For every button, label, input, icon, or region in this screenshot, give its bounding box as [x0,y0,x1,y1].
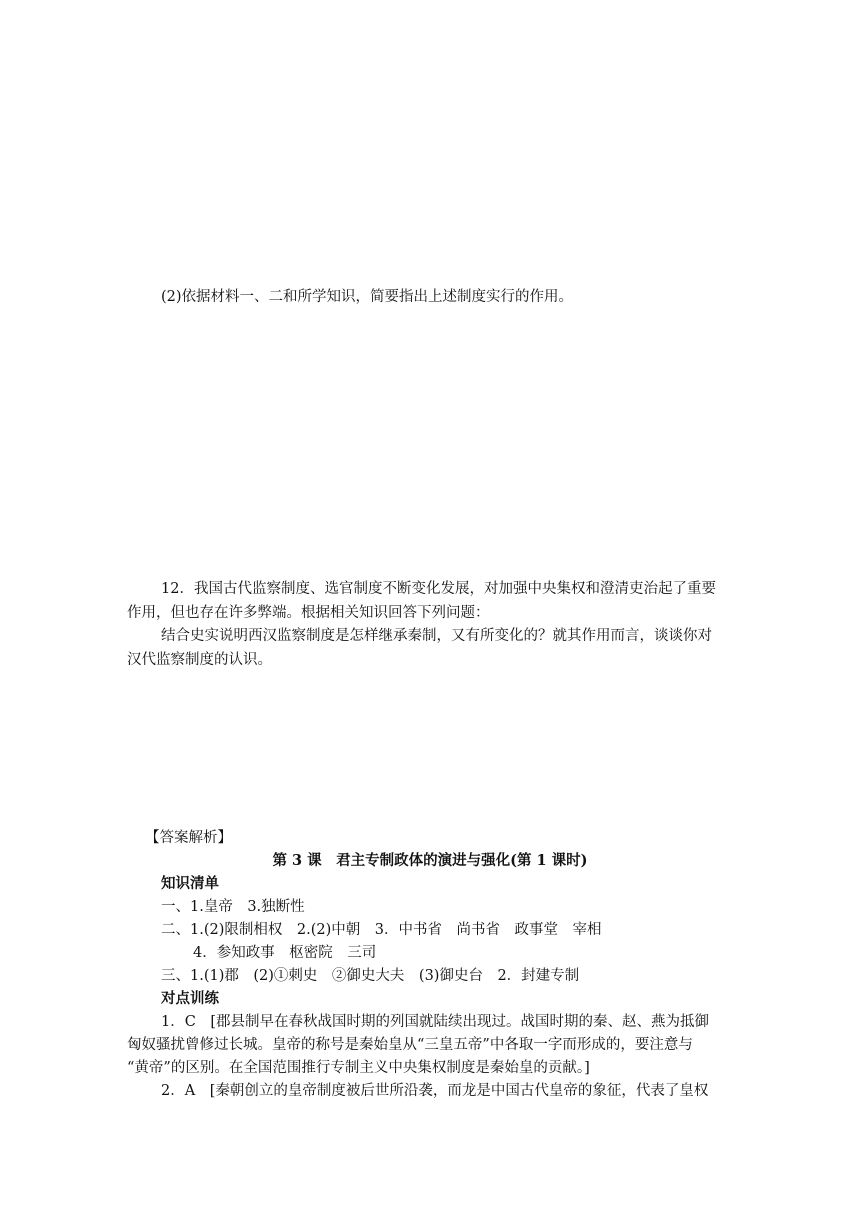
practice-title: 对点训练 [161,990,219,1007]
practice-item-1-line-2: 匈奴骚扰曾修过长城。皇帝的称号是秦始皇从“三皇五帝”中各取一字而形成的，要注意与 [127,1037,693,1053]
question-11-part-2: (2)依据材料一、二和所学知识，简要指出上述制度实行的作用。 [161,289,574,305]
knowledge-list-title: 知识清单 [161,875,219,892]
knowledge-line-2: 二、1.(2)限制相权 2.(2)中朝 3．中书省 尚书省 政事堂 宰相 [161,922,602,938]
question-12-line-3: 结合史实说明西汉监察制度是怎样继承秦制，又有所变化的？就其作用而言，谈谈你对 [161,628,712,644]
practice-item-2-line-1: 2．A [秦朝创立的皇帝制度被后世所沿袭，而龙是中国古代皇帝的象征，代表了皇权 [161,1083,709,1099]
knowledge-line-4: 三、1.(1)郡 (2)①刺史 ②御史大夫 (3)御史台 2．封建专制 [161,968,580,984]
knowledge-line-3: 4．参知政事 枢密院 三司 [193,945,377,961]
question-12-line-1: 12．我国古代监察制度、选官制度不断变化发展，对加强中央集权和澄清吏治起了重要 [161,581,716,597]
answer-section-header: 【答案解析】 [145,830,232,846]
lesson-title: 第 3 课 君主专制政体的演进与强化(第 1 课时) [272,852,588,869]
question-12-line-2: 作用，但也存在许多弊端。根据相关知识回答下列问题： [127,605,490,621]
practice-item-1-line-1: 1．C [郡县制早在春秋战国时期的列国就陆续出现过。战国时期的秦、赵、燕为抵御 [161,1014,709,1030]
knowledge-line-1: 一、1.皇帝 3.独断性 [161,899,305,915]
question-12-line-4: 汉代监察制度的认识。 [127,652,272,668]
practice-item-1-line-3: “黄帝”的区别。在全国范围推行专制主义中央集权制度是秦始皇的贡献。] [127,1060,590,1076]
